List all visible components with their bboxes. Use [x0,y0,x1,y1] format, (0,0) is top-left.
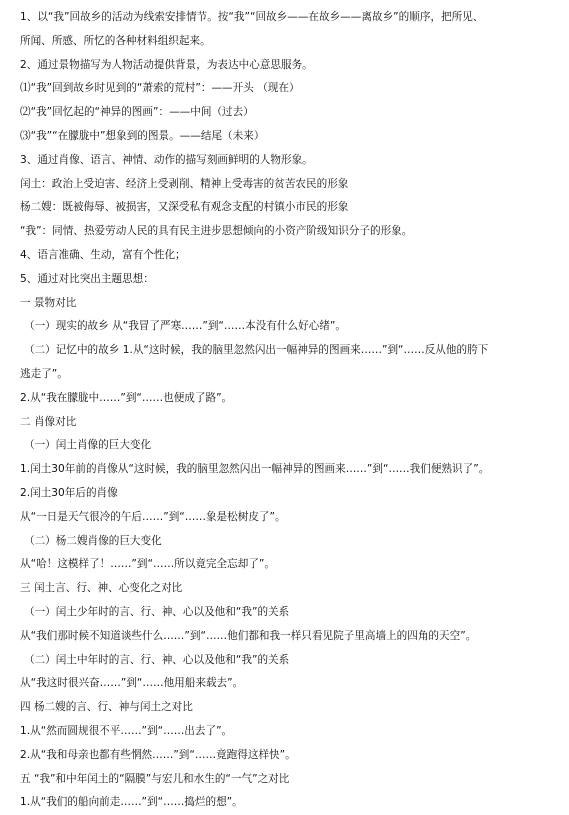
text-line: 2.从“我和母亲也都有些惘然……”到“……竟跑得这样快”。 [20,748,296,761]
section-heading: 一 景物对比 [20,296,77,309]
text-line: （一）现实的故乡 从“我冒了严寒……”到“……本没有什么好心绪”。 [24,320,346,333]
text-line: 从“我这时很兴奋……”到“……他用船来载去”。 [20,677,244,690]
text-line: 从“一日是天气很冷的午后……”到“……象是松树皮了”。 [20,510,286,523]
subsection-heading: （一）闰土少年时的言、行、神、心以及他和“我”的关系 [24,605,290,618]
text-line: 1.闰土30年前的肖像从“这时候，我的脑里忽然闪出一幅神异的图画来……”到“……我们便熟识了”。 [20,463,490,476]
text-line: ⑶“我”“在朦胧中”想象到的图景。——结尾（未来） [20,129,265,142]
section-heading: 四 杨二嫂的言、行、神与闰土之对比 [20,701,193,714]
subsection-heading: （二）闰土中年时的言、行、神、心以及他和“我”的关系 [24,653,290,666]
text-line: “我”：同情、热爱劳动人民的具有民主进步思想倾向的小资产阶级知识分子的形象。 [20,225,413,238]
text-line: 从“哈！这模样了！……”到“……所以竟完全忘却了”。 [20,558,276,571]
section-heading: 二 肖像对比 [20,415,77,428]
text-line: 逃走了”。 [20,367,68,380]
text-line: 2.从“我在朦胧中……”到“……也便成了路”。 [20,391,233,404]
text-line: ⑵“我”回忆起的“神异的图画”：——中间（过去） [20,106,254,119]
text-line: 从“我们那时候不知道谈些什么……”到“……他们都和我一样只看见院子里高墙上的四角的天空”。 [20,629,477,642]
subsection-heading: （二）杨二嫂肖像的巨大变化 [24,534,162,547]
section-heading: 三 闰土言、行、神、心变化之对比 [20,582,183,595]
text-line: 1.从“我们的船向前走……”到“……捣烂的想”。 [20,796,243,809]
text-line: 2、通过景物描写为人物活动提供背景，为表达中心意思服务。 [20,58,313,71]
subsection-heading: （一）闰土肖像的巨大变化 [24,439,152,452]
text-line: 所闻、所感、所忆的各种材料组织起来。 [20,34,211,47]
text-line: 1.从“然而圆规很不平……”到“……出去了”。 [20,724,233,737]
text-line: （二）记忆中的故乡 1.从“这时候，我的脑里忽然闪出一幅神异的图画来……”到“……反从他的胯下 [24,344,489,357]
section-heading: 五 “我”和中年闰土的“隔膜”与宏儿和水生的“一气”之对比 [20,772,290,785]
text-line: ⑴“我”回到故乡时见到的“萧索的荒村”：——开头 （现在） [20,82,300,95]
text-line: 3、通过肖像、语言、神情、动作的描写刻画鲜明的人物形象。 [20,153,313,166]
text-line: 1、以“我”回故乡的活动为线索安排情节。按“我”“回故乡——在故乡——离故乡”的顺序，把所见、 [20,11,484,23]
text-line: 2.闰土30年后的肖像 [20,486,118,499]
text-line: 4、语言准确、生动，富有个性化； [20,248,186,261]
text-line: 5、通过对比突出主题思想： [20,272,154,285]
text-line: 杨二嫂：既被侮辱、被损害，又深受私有观念支配的村镇小市民的形象 [20,201,349,214]
text-line: 闰土：政治上受迫害、经济上受剥削、精神上受毒害的贫苦农民的形象 [20,177,349,190]
